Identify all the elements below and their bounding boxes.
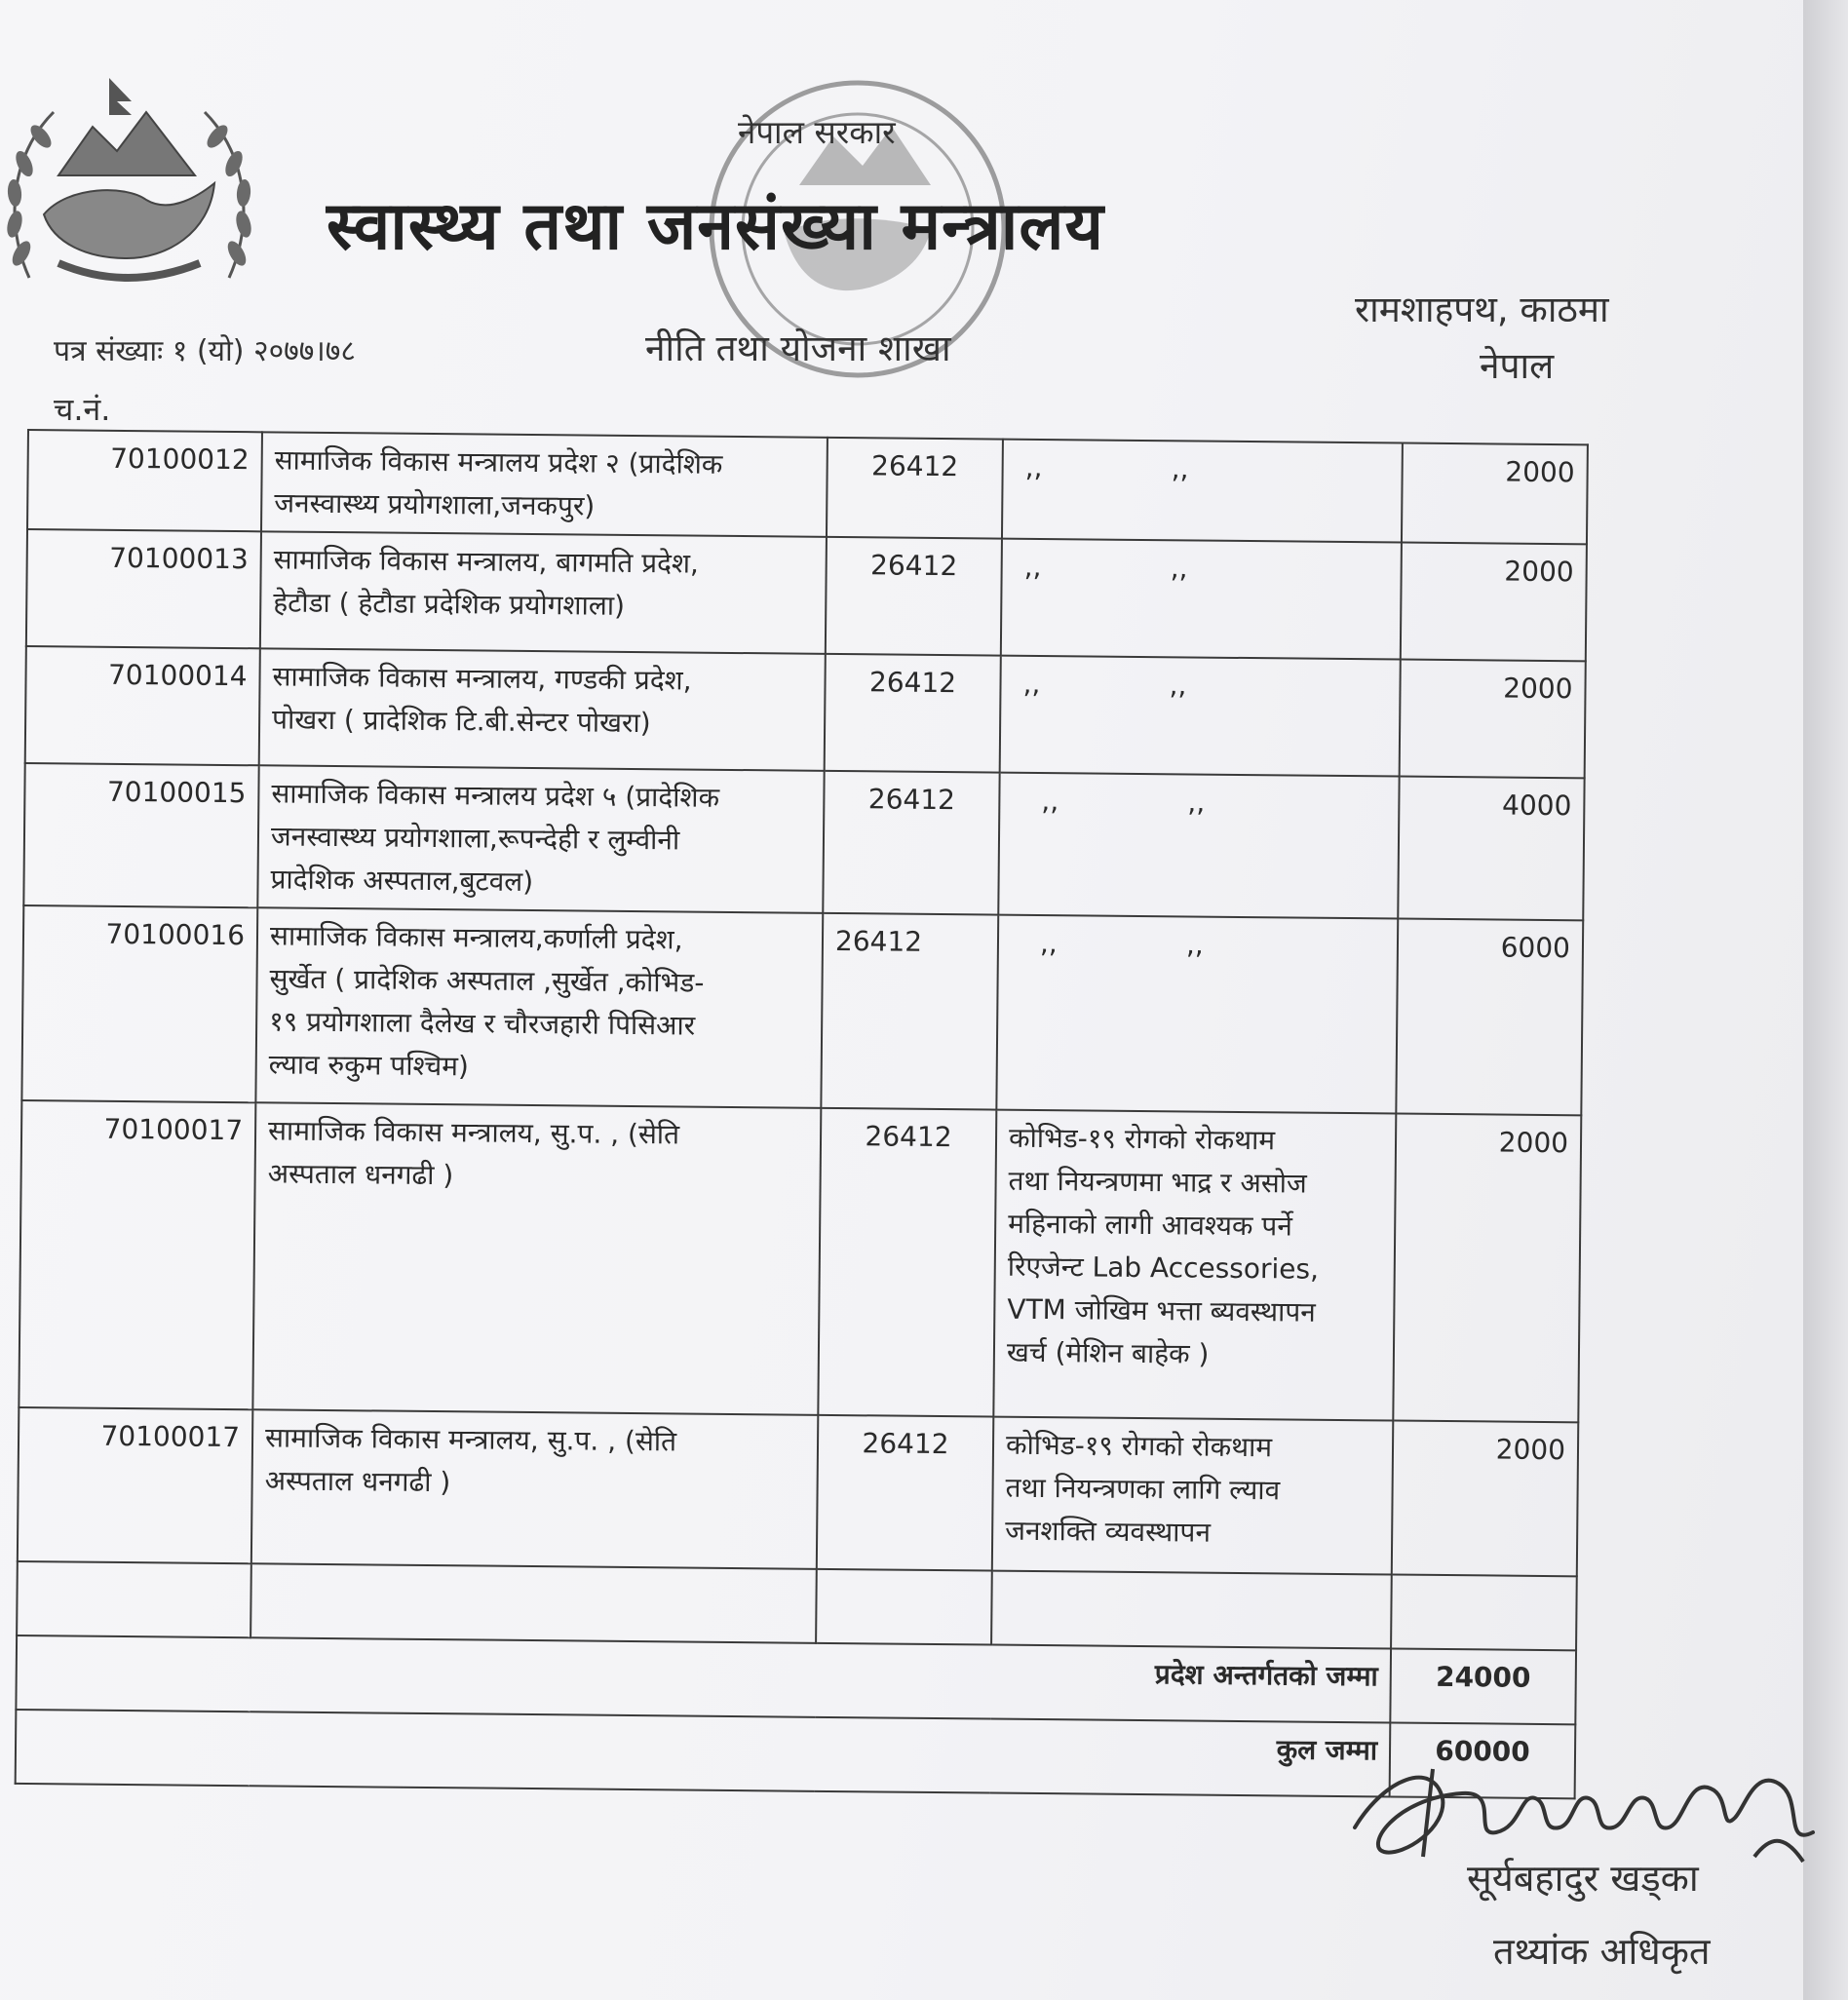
purpose-ditto: ,, ,, (1001, 539, 1402, 660)
table-row (23, 763, 1584, 920)
budget-head: 26412 (825, 654, 1001, 773)
budget-head: 26412 (827, 438, 1003, 539)
office-code: 70100012 (27, 430, 262, 531)
purpose-ditto: ,, ,, (1002, 440, 1403, 543)
amount: 2000 (1393, 1114, 1581, 1423)
subtotal-value: 24000 (1390, 1648, 1576, 1724)
budget-head: 26412 (826, 537, 1002, 656)
allocation-table (15, 429, 1589, 1799)
amount: 2000 (1400, 660, 1586, 779)
purpose-ditto: ,, ,, (996, 915, 1398, 1114)
amount: 6000 (1396, 919, 1583, 1116)
address-line-1: रामशाहपथ, काठमा (1355, 288, 1609, 330)
table-row (27, 430, 1588, 544)
budget-head: 26412 (821, 913, 998, 1110)
office-name: सामाजिक विकास मन्त्रालय, बागमति प्रदेश, हेटौडा ( हेटौडा प्रदेशिक प्रयोगशाला) (260, 531, 827, 654)
grand-total-value: 60000 (1390, 1722, 1576, 1798)
signatory-designation: तथ्यांक अधिकृत (1493, 1930, 1711, 1973)
office-name: सामाजिक विकास मन्त्रालय, सु.प. , (सेति अस्पताल धनगढी ) (252, 1102, 821, 1415)
ministry-title: स्वास्थ्य तथा जनसंख्या मन्त्रालय (327, 188, 1104, 265)
dispatch-number: च.नं. (54, 391, 111, 428)
amount: 4000 (1398, 777, 1584, 921)
office-name: सामाजिक विकास मन्त्रालय प्रदेश ५ (प्रादेशिक जनस्वास्थ्य प्रयोगशाला,रूपन्देही र लुम्वीनी प्रादेशिक अस्पताल,बुटवल) (257, 765, 824, 913)
purpose-text: कोभिड-१९ रोगको रोकथाम तथा नियन्त्रणमा भाद्र र असोज महिनाको लागी आवश्यक पर्ने रिएजेन्ट Lab Accessories, VTM जोखिम भत्ता ब्यवस्थापन खर्च (मेशिन बाहेक ) (993, 1110, 1396, 1421)
address-line-2: नेपाल (1480, 345, 1555, 387)
table-row (19, 1100, 1581, 1422)
underlying-page-edge (1803, 0, 1848, 2000)
amount: 2000 (1401, 543, 1587, 662)
purpose-ditto: ,, ,, (998, 773, 1399, 919)
office-code: 70100017 (19, 1100, 255, 1409)
government-title: नेपाल सरकार (738, 113, 896, 151)
office-name: सामाजिक विकास मन्त्रालय प्रदेश २ (प्रादेशिक जनस्वास्थ्य प्रयोगशाला,जनकपुर) (261, 432, 828, 537)
budget-head: 26412 (818, 1108, 996, 1417)
office-code: 70100016 (21, 905, 257, 1102)
amount: 2000 (1402, 443, 1588, 545)
branch-name: नीति तथा योजना शाखा (645, 327, 951, 369)
subtotal-label: प्रदेश अन्तर्गतको जम्मा (16, 1635, 1391, 1723)
grand-total-label: कुल जम्मा (16, 1710, 1391, 1797)
office-name: सामाजिक विकास मन्त्रालय, गण्डकी प्रदेश, पोखरा ( प्रादेशिक टि.बी.सेन्टर पोखरा) (259, 648, 826, 771)
nepal-emblem-icon (0, 68, 258, 302)
office-name: सामाजिक विकास मन्त्रालय,कर्णाली प्रदेश, सुर्खेत ( प्रादेशिक अस्पताल ,सुर्खेत ,कोभिड- १९ प्रयोगशाला दैलेख र चौरजहारी पिसिआर ल्याव रुकुम पश्चिम) (255, 907, 823, 1108)
office-code: 70100017 (18, 1407, 253, 1563)
budget-head: 26412 (817, 1415, 994, 1571)
office-name: सामाजिक विकास मन्त्रालय, सु.प. , (सेति अस्पताल धनगढी ) (251, 1409, 818, 1569)
table-row (25, 646, 1586, 778)
amount: 2000 (1392, 1420, 1579, 1576)
letter-number: पत्र संख्याः १ (यो) २०७७।७८ (54, 334, 356, 368)
table-row (21, 905, 1583, 1115)
office-code: 70100013 (26, 529, 261, 648)
purpose-ditto: ,, ,, (1000, 656, 1401, 777)
table-row (18, 1407, 1578, 1576)
signatory-name: सूर्यबहादुर खड्का (1467, 1857, 1699, 1900)
purpose-text: कोभिड-१९ रोगको रोकथाम तथा नियन्त्रणका लागि ल्याव जनशक्ति व्यवस्थापन (992, 1417, 1393, 1575)
table-row (26, 529, 1587, 661)
office-code: 70100014 (25, 646, 260, 765)
office-code: 70100015 (23, 763, 258, 907)
budget-head: 26412 (823, 771, 999, 915)
